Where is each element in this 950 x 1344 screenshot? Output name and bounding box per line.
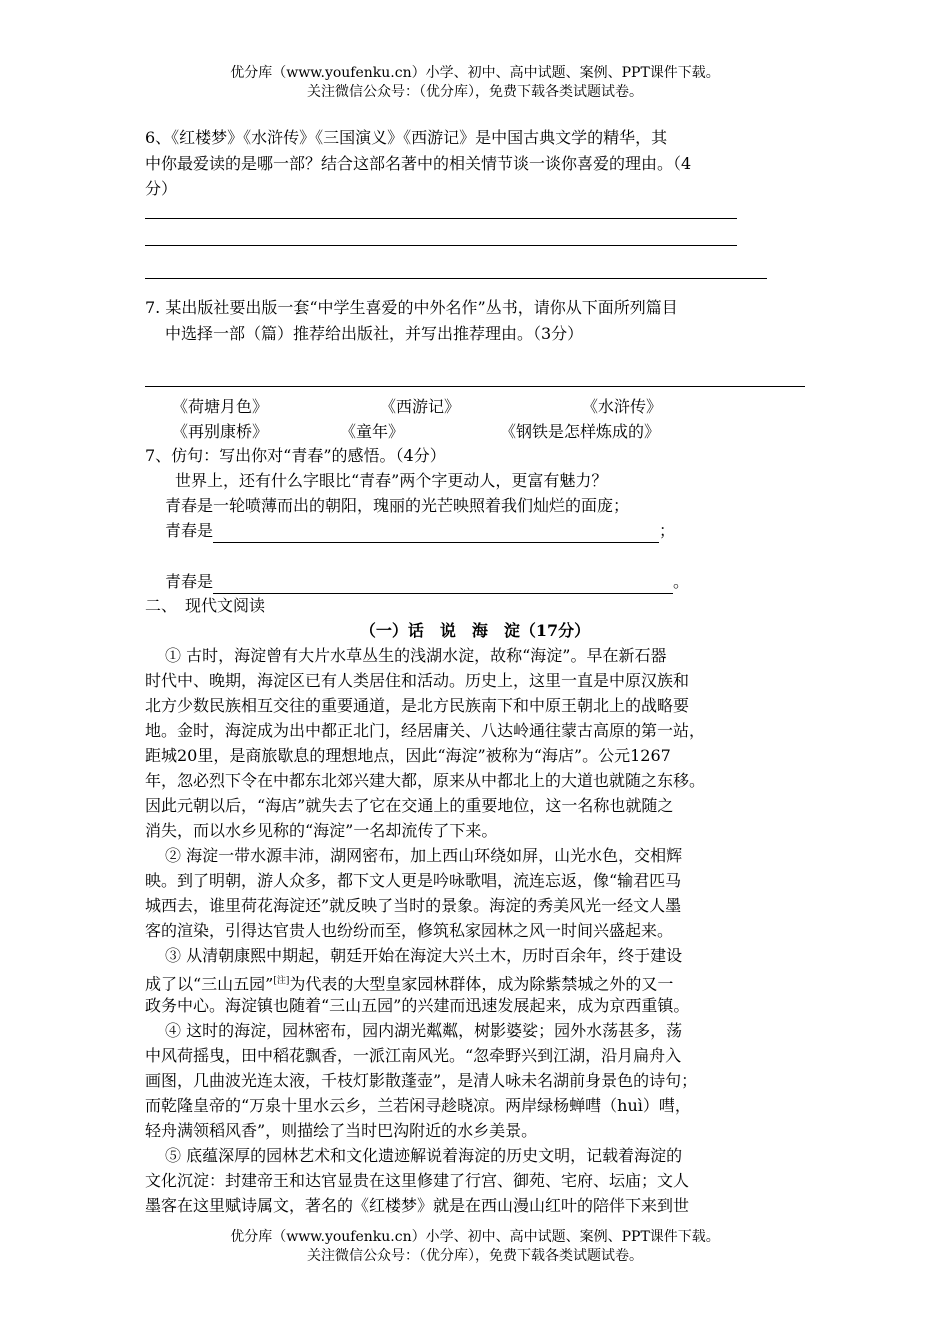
- p3-text: 为代表的大型皇家园林群体，成为除紫禁城之外的又一: [289, 974, 674, 994]
- p5-line: 墨客在这里赋诗属文，著名的《红楼梦》就是在西山漫山红叶的陪伴下来到世: [145, 1196, 690, 1215]
- book-option: 《荷塘月色》: [172, 397, 269, 416]
- fill-suffix: ；: [659, 521, 676, 540]
- fill-blank-2[interactable]: [213, 575, 673, 594]
- q6-line-3: 分）: [145, 179, 178, 198]
- p4-line: 而乾隆皇帝的“万泉十里水云乡，兰若闲寻趁晓凉。两岸绿杨蝉嘒（huì）嘒，: [145, 1096, 691, 1115]
- header-line-1: 优分库（www.youfenku.cn）小学、初中、高中试题、案例、PPT课件下载。: [230, 65, 720, 81]
- q7b-fill-1: [165, 519, 675, 543]
- p3-text: 成了以“三山五园”: [145, 974, 274, 994]
- p3-line: ③ 从清朝康熙中期起，朝廷开始在海淀大兴土木，历时百余年，终于建设: [165, 946, 683, 965]
- book-option: 《再别康桥》: [172, 422, 269, 441]
- p2-line: 映。到了明朝，游人众多，都下文人更是吟咏歌唱，流连忘返，像“输君匹马: [145, 871, 682, 890]
- footnote-marker: [注]: [273, 976, 290, 986]
- p1-line: 北方少数民族相互交往的重要通道，是北方民族南下和中原王朝北上的战略要: [145, 696, 690, 715]
- fill-suffix: 。: [673, 572, 690, 591]
- book-option: 《水浒传》: [582, 397, 663, 416]
- q7-answer-line[interactable]: [145, 386, 805, 387]
- p2-line: ② 海淀一带水源丰沛，湖网密布，加上西山环绕如屏，山光水色，交相辉: [165, 846, 683, 865]
- fill-blank-1[interactable]: [213, 524, 659, 543]
- p1-line: 因此元朝以后，“海店”就失去了它在交通上的重要地位，这一名称也就随之: [145, 796, 674, 815]
- book-option: 《西游记》: [380, 397, 461, 416]
- p1-line: 时代中、晚期，海淀区已有人类居住和活动。历史上，这里一直是中原汉族和: [145, 671, 690, 690]
- q7b-line-3: 青春是一轮喷薄而出的朝阳，瑰丽的光芒映照着我们灿烂的面庞；: [165, 496, 630, 515]
- header-line-2: 关注微信公众号：（优分库），免费下载各类试题试卷。: [307, 84, 643, 100]
- book-option: 《童年》: [340, 422, 405, 441]
- p2-line: 客的渲染，引得达官贵人也纷纷而至，修筑私家园林之风一时间兴盛起来。: [145, 921, 674, 940]
- footer-line-1: 优分库（www.youfenku.cn）小学、初中、高中试题、案例、PPT课件下载。: [230, 1229, 720, 1245]
- q6-answer-line-3[interactable]: [145, 278, 767, 279]
- p4-line: 轻舟满领稻风香”，则描绘了当时巴沟附近的水乡美景。: [145, 1121, 538, 1140]
- p1-line: 地。金时，海淀成为出中都正北门，经居庸关、八达岭通往蒙古高原的第一站，: [145, 721, 706, 740]
- section-heading: 二、 现代文阅读: [145, 596, 266, 615]
- page-header: [0, 64, 950, 102]
- q7b-line-1: 7、仿句：写出你对“青春”的感悟。（4分）: [145, 446, 446, 465]
- p1-line: 距城20里，是商旅歇息的理想地点，因此“海淀”被称为“海店”。公元1267: [145, 746, 671, 765]
- p4-line: 画图，几曲波光连太液，千枝灯影散蓬壶”，是清人咏未名湖前身景色的诗句；: [145, 1071, 698, 1090]
- q7b-fill-2: [165, 570, 689, 594]
- p1-line: 消失，而以水乡见称的“海淀”一名却流传了下来。: [145, 821, 498, 840]
- q7-line-1: 7. 某出版社要出版一套“中学生喜爱的中外名作”丛书，请你从下面所列篇目: [145, 298, 678, 317]
- page-footer: [0, 1228, 950, 1266]
- fill-prefix: 青春是: [165, 521, 214, 540]
- p1-line: 年，忽必烈下令在中都东北郊兴建大都，原来从中都北上的大道也就随之东移。: [145, 771, 706, 790]
- q6-answer-line-2[interactable]: [145, 245, 737, 246]
- q6-line-1: 6、《红楼梦》《水浒传》《三国演义》《西游记》是中国古典文学的精华，其: [145, 128, 668, 147]
- book-option: 《钢铁是怎样炼成的》: [500, 422, 661, 441]
- p3-line: 政务中心。海淀镇也随着“三山五园”的兴建而迅速发展起来，成为京西重镇。: [145, 996, 690, 1015]
- p2-line: 城西去，谁里荷花海淀还”就反映了当时的景象。海淀的秀美风光一经文人墨: [145, 896, 682, 915]
- fill-prefix: 青春是: [165, 572, 214, 591]
- p1-line: ① 古时，海淀曾有大片水草丛生的浅湖水淀，故称“海淀”。早在新石器: [165, 646, 667, 665]
- p3-line: [145, 969, 673, 996]
- p5-line: 文化沉淀：封建帝王和达官显贵在这里修建了行宫、御苑、宅府、坛庙；文人: [145, 1171, 690, 1190]
- q6-answer-line-1[interactable]: [145, 218, 737, 219]
- q7b-line-2: 世界上，还有什么字眼比“青春”两个字更动人，更富有魅力？: [175, 471, 608, 490]
- p4-line: 中风荷摇曳，田中稻花飘香，一派江南风光。“忽牵野兴到江湖，沿月扁舟入: [145, 1046, 682, 1065]
- article-title: （一）话 说 海 淀（17分）: [359, 621, 591, 640]
- q7-line-2: 中选择一部（篇）推荐给出版社，并写出推荐理由。（3分）: [165, 324, 584, 343]
- p5-line: ⑤ 底蕴深厚的园林艺术和文化遗迹解说着海淀的历史文明，记载着海淀的: [165, 1146, 683, 1165]
- p4-line: ④ 这时的海淀，园林密布，园内湖光粼粼，树影婆娑；园外水荡甚多，荡: [165, 1021, 683, 1040]
- q6-line-2: 中你最爱读的是哪一部？结合这部名著中的相关情节谈一谈你喜爱的理由。（4: [145, 154, 692, 173]
- footer-line-2: 关注微信公众号：（优分库），免费下载各类试题试卷。: [307, 1248, 643, 1264]
